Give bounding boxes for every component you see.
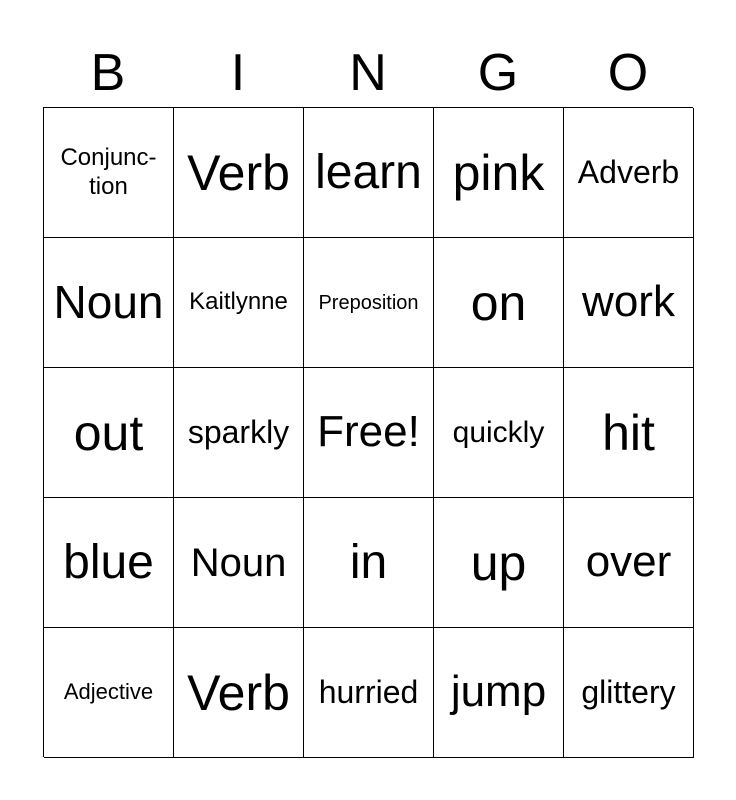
bingo-cell-r1c1[interactable]: Conjunc- tion: [44, 108, 174, 238]
bingo-cell-r2c4[interactable]: on: [434, 238, 564, 368]
bingo-cell-r5c3[interactable]: hurried: [304, 628, 434, 758]
bingo-cell-r2c1[interactable]: Noun: [44, 238, 174, 368]
header-letter-b: B: [90, 44, 126, 102]
bingo-board: [43, 107, 693, 757]
bingo-cell-r2c5[interactable]: work: [564, 238, 694, 368]
bingo-cell-r1c5[interactable]: Adverb: [564, 108, 694, 238]
bingo-cell-r3c4[interactable]: quickly: [434, 368, 564, 498]
header-letter-n: N: [349, 44, 387, 102]
bingo-cell-r5c4[interactable]: jump: [434, 628, 564, 758]
bingo-header: [43, 38, 693, 108]
bingo-cell-r3c3-free[interactable]: Free!: [304, 368, 434, 498]
bingo-cell-r3c5[interactable]: hit: [564, 368, 694, 498]
bingo-cell-r3c1[interactable]: out: [44, 368, 174, 498]
bingo-cell-r4c4[interactable]: up: [434, 498, 564, 628]
bingo-cell-r4c2[interactable]: Noun: [174, 498, 304, 628]
bingo-cell-r2c2[interactable]: Kaitlynne: [174, 238, 304, 368]
bingo-cell-r1c2[interactable]: Verb: [174, 108, 304, 238]
bingo-cell-r2c3[interactable]: Preposition: [304, 238, 434, 368]
header-letter-o: O: [607, 44, 649, 102]
bingo-cell-r5c2[interactable]: Verb: [174, 628, 304, 758]
bingo-cell-r4c3[interactable]: in: [304, 498, 434, 628]
bingo-cell-r1c3[interactable]: learn: [304, 108, 434, 238]
header-letter-i: I: [230, 44, 246, 102]
bingo-cell-r5c1[interactable]: Adjective: [44, 628, 174, 758]
bingo-cell-r1c4[interactable]: pink: [434, 108, 564, 238]
bingo-cell-r4c5[interactable]: over: [564, 498, 694, 628]
header-letter-g: G: [477, 44, 519, 102]
bingo-cell-r3c2[interactable]: sparkly: [174, 368, 304, 498]
bingo-cell-r4c1[interactable]: blue: [44, 498, 174, 628]
bingo-cell-r5c5[interactable]: glittery: [564, 628, 694, 758]
